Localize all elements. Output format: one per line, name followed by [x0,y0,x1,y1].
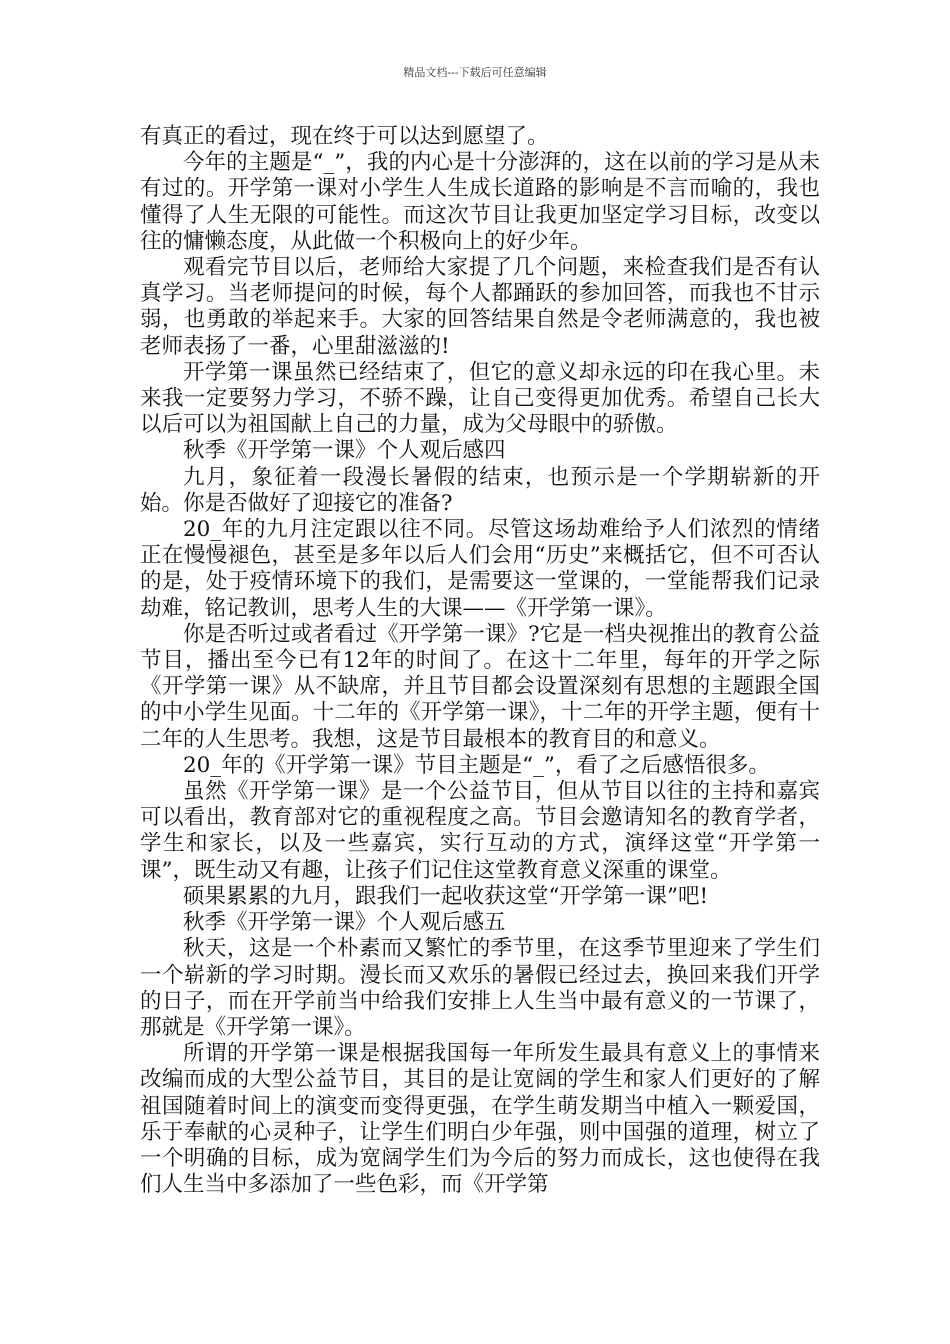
paragraph: 九月，象征着一段漫长暑假的结束，也预示是一个学期崭新的开始。你是否做好了迎接它的准备? [140,464,820,516]
paragraph: 秋天，这是一个朴素而又繁忙的季节里，在这季节里迎来了学生们一个崭新的学习时期。漫长而又欢乐的暑假已经过去，换回来我们开学的日子，而在开学前当中给我们安排上人生当中最有意义的一节课了，那就是《开学第一课》。 [140,936,820,1040]
paragraph: 20_年的《开学第一课》节目主题是“_”，看了之后感悟很多。 [183,752,770,778]
paragraph: 今年的主题是“_”，我的内心是十分澎湃的，这在以前的学习是从未有过的。开学第一课对小学生人生成长道路的影响是不言而喻的，我也懂得了人生无限的可能性。而这次节目让我更加坚定学习目标，改变以往的慵懒态度，从此做一个积极向上的好少年。 [140,150,820,254]
paragraph: 所谓的开学第一课是根据我国每一年所发生最具有意义上的事情来改编而成的大型公益节目，其目的是让宽阔的学生和家人们更好的了解祖国随着时间上的演变而变得更强，在学生萌发期当中植入一颗爱国，乐于奉献的心灵种子，让学生们明白少年强，则中国强的道理，树立了一个明确的目标，成为宽阔学生们为今后的努力而成长，这也使得在我们人生当中多添加了一些色彩，而《开学第 [140,1041,820,1198]
page-header: 精品文档---下载后可任意编辑 [403,66,547,79]
paragraph-continuation: 有真正的看过，现在终于可以达到愿望了。 [140,124,549,149]
paragraph: 硕果累累的九月，跟我们一起收获这堂“开学第一课”吧! [183,883,709,909]
paragraph: 你是否听过或者看过《开学第一课》?它是一档央视推出的教育公益节目，播出至今已有12年的时间了。在这十二年里，每年的开学之际《开学第一课》从不缺席，并且节目都会设置深刻有思想的主题跟全国的中小学生见面。十二年的《开学第一课》，十二年的开学主题，便有十二年的人生思考。我想，这是节目最根本的教育目的和意义。 [140,621,820,752]
section-heading: 秋季《开学第一课》个人观后感五 [183,910,506,936]
paragraph: 20_年的九月注定跟以往不同。尽管这场劫难给予人们浓烈的情绪正在慢慢褪色，甚至是多年以后人们会用“历史”来概括它，但不可否认的是，处于疫情环境下的我们，是需要这一堂课的，一堂能帮我们记录劫难，铭记教训，思考人生的大课——《开学第一课》。 [140,517,820,621]
paragraph: 虽然《开学第一课》是一个公益节目，但从节目以往的主持和嘉宾可以看出，教育部对它的重视程度之高。节目会邀请知名的教育学者，学生和家长，以及一些嘉宾，实行互动的方式，演绎这堂“开学第一课”，既生动又有趣，让孩子们记住这堂教育意义深重的课堂。 [140,779,820,883]
paragraph: 开学第一课虽然已经结束了，但它的意义却永远的印在我心里。未来我一定要努力学习，不骄不躁，让自己变得更加优秀。希望自己长大以后可以为祖国献上自己的力量，成为父母眼中的骄傲。 [140,359,820,438]
paragraph: 观看完节目以后，老师给大家提了几个问题，来检查我们是否有认真学习。当老师提问的时候，每个人都踊跃的参加回答，而我也不甘示弱，也勇敢的举起来手。大家的回答结果自然是令老师满意的，我也被老师表扬了一番，心里甜滋滋的! [140,255,820,359]
section-heading: 秋季《开学第一课》个人观后感四 [183,438,506,464]
document-body [140,124,820,1198]
